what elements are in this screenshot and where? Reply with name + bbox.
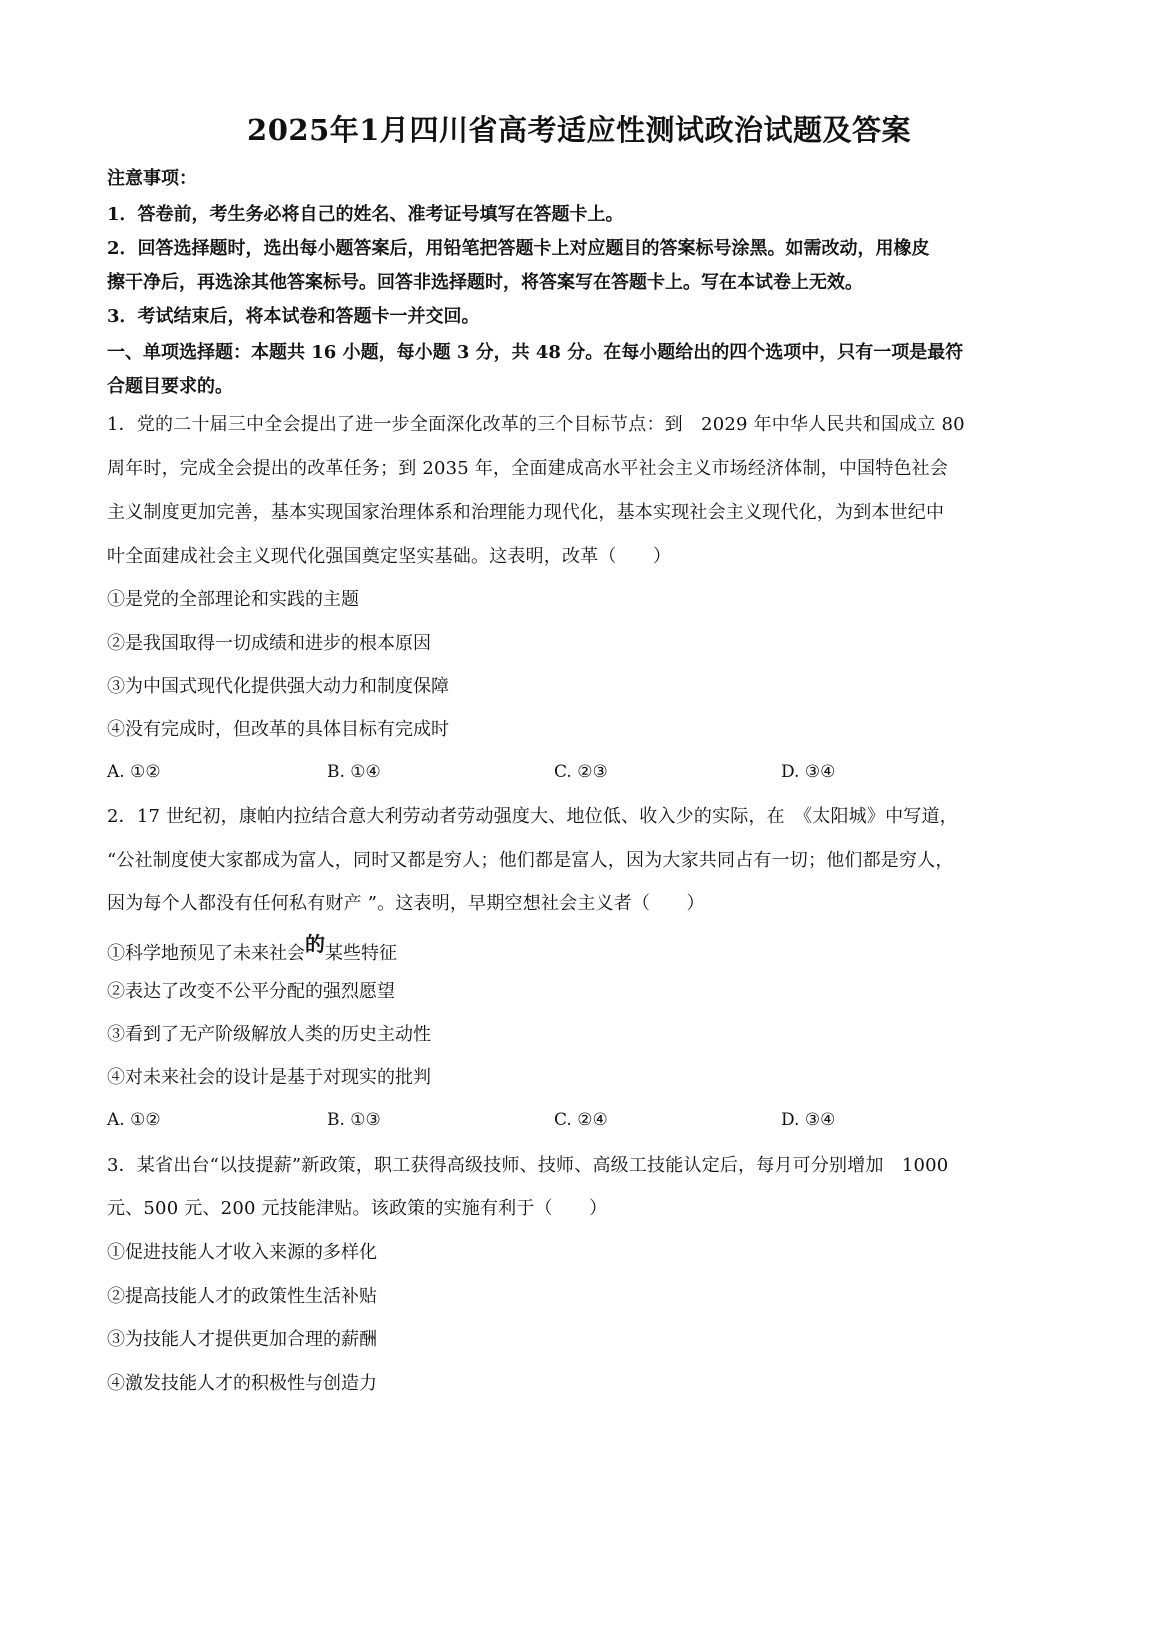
- question-stem: “公社制度使大家都成为富人，同时又都是穷人；他们都是富人，因为大家共同占有一切；他们都是穷人，: [107, 850, 954, 871]
- page-title: 2025年1月四川省高考适应性测试政治试题及答案: [247, 113, 911, 147]
- question-item: ④对未来社会的设计是基于对现实的批判: [107, 1067, 431, 1088]
- question-item: ④激发技能人才的积极性与创造力: [107, 1373, 377, 1394]
- question-item: ②表达了改变不公平分配的强烈愿望: [107, 981, 395, 1002]
- question-stem: 因为每个人都没有任何私有财产 ”。这表明，早期空想社会主义者（ ）: [107, 893, 705, 914]
- question-stem: 3．某省出台“以技提薪”新政策，职工获得高级技师、技师、高级工技能认定后，每月可分别增加 1000: [107, 1155, 949, 1176]
- question-item: ④没有完成时，但改革的具体目标有完成时: [107, 719, 449, 740]
- notice-item: 2．回答选择题时，选出每小题答案后，用铅笔把答题卡上对应题目的答案标号涂黑。如需改动，用橡皮: [107, 238, 930, 259]
- option-b: B. ①③: [327, 1110, 381, 1130]
- notice-item: 1．答卷前，考生务必将自己的姓名、准考证号填写在答题卡上。: [107, 204, 624, 225]
- option-c: C. ②③: [554, 762, 608, 782]
- question-item: ③为中国式现代化提供强大动力和制度保障: [107, 676, 449, 697]
- notice-item: 3．考试结束后，将本试卷和答题卡一并交回。: [107, 306, 480, 327]
- section-heading: 合题目要求的。: [107, 376, 233, 397]
- question-item: ③看到了无产阶级解放人类的历史主动性: [107, 1024, 431, 1045]
- question-item-text: ①科学地预见了未来社会: [107, 943, 305, 964]
- notice-heading: 注意事项：: [107, 168, 197, 189]
- option-d: D. ③④: [781, 762, 836, 782]
- question-stem: 1．党的二十届三中全会提出了进一步全面深化改革的三个目标节点：到 2029 年中华人民共和国成立 80: [107, 414, 965, 435]
- question-stem: 元、500 元、200 元技能津贴。该政策的实施有利于（ ）: [107, 1198, 608, 1219]
- question-stem: 叶全面建成社会主义现代化强国奠定坚实基础。这表明，改革（ ）: [107, 546, 672, 567]
- notice-item: 擦干净后，再选涂其他答案标号。回答非选择题时，将答案写在答题卡上。写在本试卷上无效。: [107, 272, 863, 293]
- question-stem: 2．17 世纪初，康帕内拉结合意大利劳动者劳动强度大、地位低、收入少的实际，在 《太阳城》中写道，: [107, 806, 958, 827]
- raised-char: 的: [305, 932, 325, 956]
- question-item: ③为技能人才提供更加合理的薪酬: [107, 1329, 377, 1350]
- question-item: ①是党的全部理论和实践的主题: [107, 589, 359, 610]
- question-item: [107, 932, 397, 965]
- option-b: B. ①④: [327, 762, 381, 782]
- question-item: ①促进技能人才收入来源的多样化: [107, 1242, 377, 1263]
- section-heading: 一、单项选择题：本题共 16 小题，每小题 3 分，共 48 分。在每小题给出的四个选项中，只有一项是最符: [107, 342, 964, 363]
- question-item: ②是我国取得一切成绩和进步的根本原因: [107, 633, 431, 654]
- question-stem: 周年时，完成全会提出的改革任务；到 2035 年，全面建成高水平社会主义市场经济体制，中国特色社会: [107, 458, 949, 479]
- question-item-tail: 某些特征: [325, 943, 397, 964]
- option-c: C. ②④: [554, 1110, 608, 1130]
- option-d: D. ③④: [781, 1110, 836, 1130]
- option-a: A. ①②: [107, 762, 161, 782]
- question-stem: 主义制度更加完善，基本实现国家治理体系和治理能力现代化，基本实现社会主义现代化，为到本世纪中: [107, 502, 945, 523]
- question-item: ②提高技能人才的政策性生活补贴: [107, 1286, 377, 1307]
- option-a: A. ①②: [107, 1110, 161, 1130]
